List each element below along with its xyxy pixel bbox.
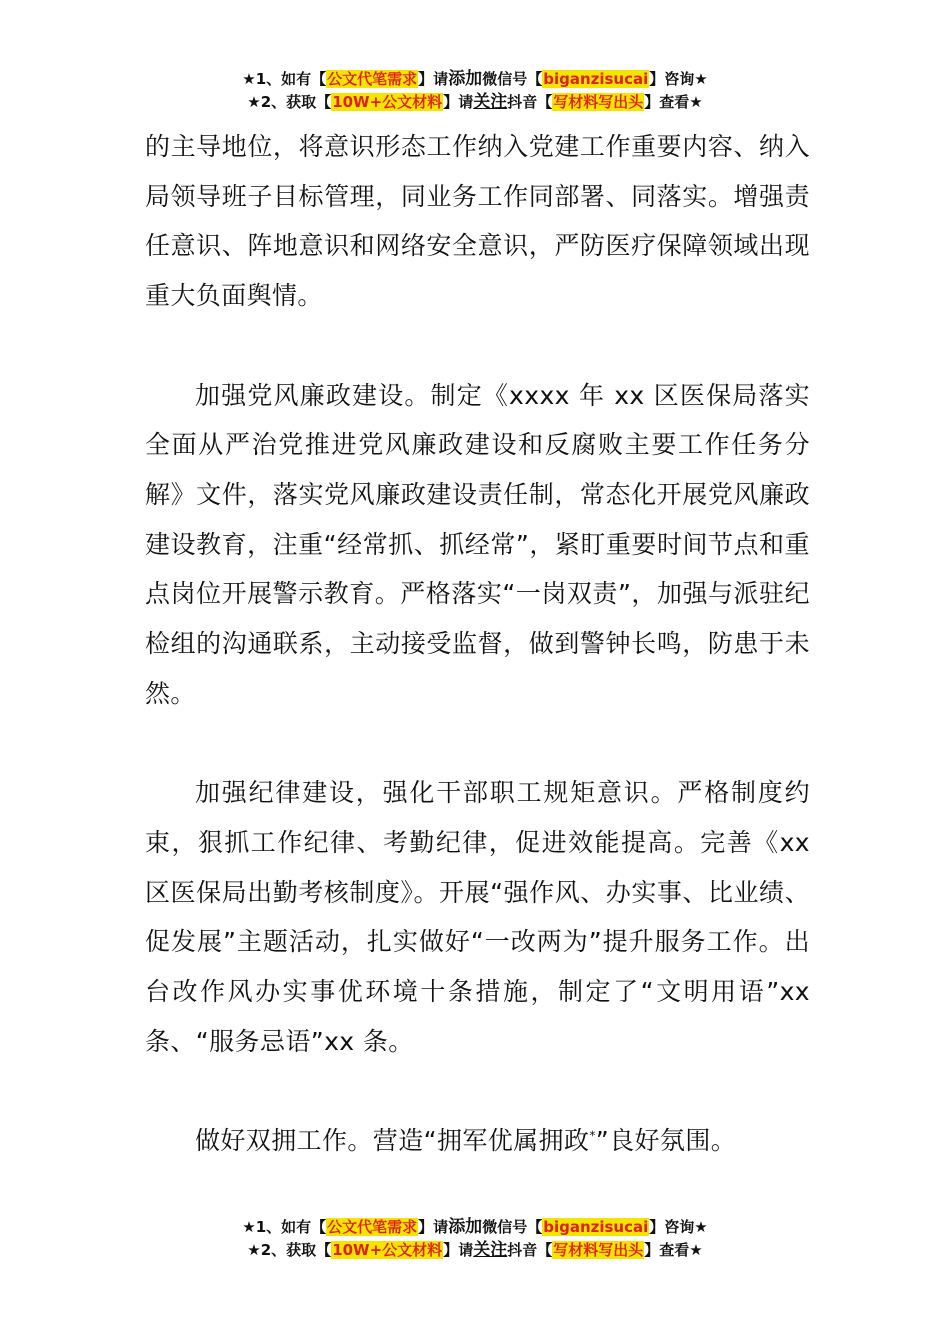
- paragraph-dual-support: [145, 1116, 810, 1166]
- header-banner: [0, 68, 950, 114]
- banner-text: 】咨询★: [649, 1218, 708, 1236]
- paragraph-continued: 的主导地位，将意识形态工作纳入党建工作重要内容、纳入局领导班子目标管理，同业务工作同部署、同落实。增强责任意识、阵地意识和网络安全意识，严防医疗保障领域出现重大负面舆情。: [145, 132, 810, 311]
- highlight-service: 公文代笔需求: [327, 70, 418, 88]
- banner-text: 微信号【: [482, 70, 543, 88]
- banner-text: 】请: [418, 70, 449, 88]
- banner-text: ★1、如有【: [242, 70, 327, 88]
- banner-text: ★1、如有【: [242, 1218, 327, 1236]
- banner-text: 抖音【: [507, 1241, 553, 1259]
- banner-text: 】请: [443, 93, 474, 111]
- banner-emphasis: 添加: [448, 69, 483, 89]
- banner-text: 】请: [418, 1218, 449, 1236]
- banner-line-2: [0, 91, 950, 114]
- banner-text: 】咨询★: [649, 70, 708, 88]
- banner-line-2: [0, 1239, 950, 1262]
- highlight-service: 公文代笔需求: [327, 1218, 418, 1236]
- banner-text: ★2、获取【: [247, 1241, 332, 1259]
- footnote-mark: *: [589, 1128, 596, 1143]
- banner-line-1: [0, 68, 950, 91]
- paragraph-text: 做好双拥工作。营造“拥军优属拥政: [195, 1126, 590, 1156]
- banner-text: 】查看★: [644, 1241, 703, 1259]
- highlight-douyin-account: 写材料写出头: [553, 93, 644, 111]
- paragraph-text: ”良好氛围。: [595, 1126, 737, 1156]
- banner-line-1: [0, 1216, 950, 1239]
- banner-text: 】查看★: [644, 93, 703, 111]
- footer-banner: [0, 1216, 950, 1262]
- highlight-wechat-id: biganzisucai: [543, 1218, 649, 1236]
- highlight-materials: 10W+公文材料: [332, 1241, 443, 1259]
- highlight-materials: 10W+公文材料: [332, 93, 443, 111]
- banner-text: ★2、获取【: [247, 93, 332, 111]
- document-body: [145, 122, 810, 1215]
- banner-emphasis: 关注: [473, 1240, 508, 1260]
- banner-text: 抖音【: [507, 93, 553, 111]
- paragraph-party-integrity: 加强党风廉政建设。制定《xxxx 年 xx 区医保局落实全面从严治党推进党风廉政建设和反腐败主要工作任务分解》文件，落实党风廉政建设责任制，常态化开展党风廉政建设教育，注重“经常抓、抓经常”，紧盯重要时间节点和重点岗位开展警示教育。严格落实“一岗双责”，加强与派驻纪检组的沟通联系，主动接受监督，做到警钟长鸣，防患于未然。: [145, 380, 810, 708]
- highlight-wechat-id: biganzisucai: [543, 70, 649, 88]
- banner-text: 微信号【: [482, 1218, 543, 1236]
- banner-text: 】请: [443, 1241, 474, 1259]
- banner-emphasis: 关注: [473, 92, 508, 112]
- banner-emphasis: 添加: [448, 1217, 483, 1237]
- highlight-douyin-account: 写材料写出头: [553, 1241, 644, 1259]
- paragraph-discipline: 加强纪律建设，强化干部职工规矩意识。严格制度约束，狠抓工作纪律、考勤纪律，促进效能提高。完善《xx 区医保局出勤考核制度》。开展“强作风、办实事、比业绩、促发展”主题活动，扎实做好“一改两为”提升服务工作。出台改作风办实事优环境十条措施，制定了“文明用语”xx 条、“服务忌语”xx 条。: [145, 778, 810, 1056]
